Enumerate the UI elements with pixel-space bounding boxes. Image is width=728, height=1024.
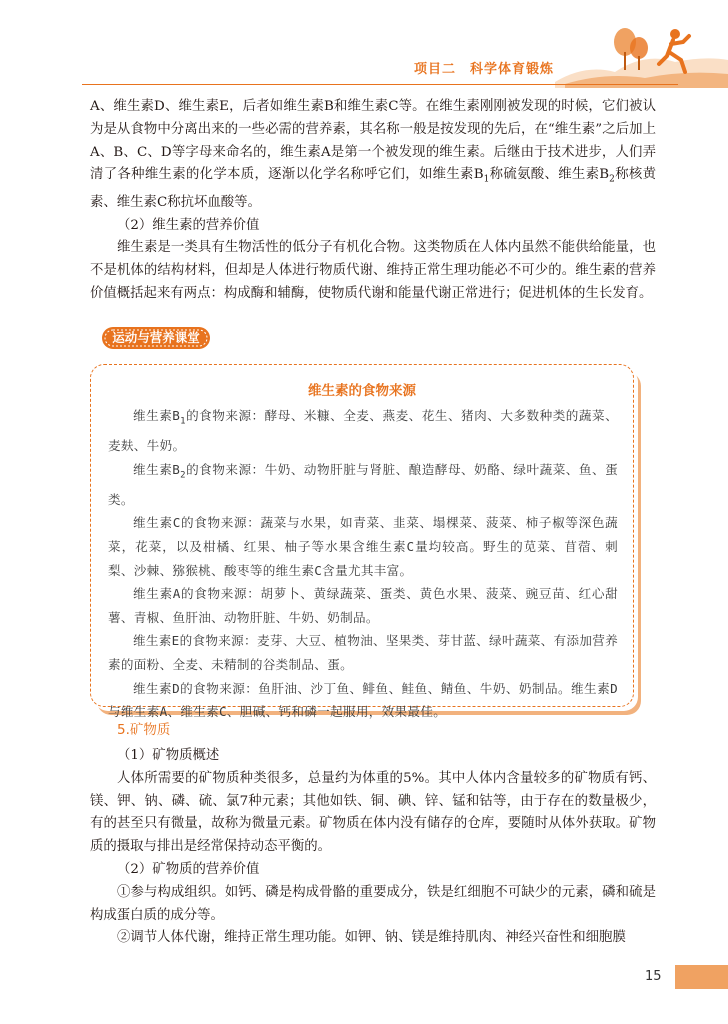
header-divider	[82, 84, 678, 85]
minerals-heading: 5.矿物质	[117, 722, 171, 738]
minerals-value-heading: （2）矿物质的营养价值	[117, 861, 260, 877]
vitamin-b2-sources: 维生素$B_2$的食物来源：牛奶、动物肝脏与肾脏、酿造酵母、奶酪、绿叶蔬菜、鱼、蛋类。	[108, 461, 618, 507]
vitamin-b1-sources: 维生素$B_1$的食物来源：酵母、米糠、全麦、燕麦、花生、猪肉、大多数种类的蔬菜、麦麸、牛奶。	[108, 408, 618, 454]
vitamin-c-sources: 维生素C的食物来源：蔬菜与水果，如青菜、韭菜、塌棵菜、菠菜、柿子椒等深色蔬菜，花菜，以及柑橘、红果、柚子等水果含维生素C量均较高。野生的苋菜、苜蓿、刺梨、沙棘、猕猴桃、酸枣等的维生素C含量尤其丰富。	[108, 515, 618, 578]
minerals-overview-paragraph: 人体所需要的矿物质种类很多，总量约为体重的5%。其中人体内含量较多的矿物质有钙、镁、钾、钠、磷、硫、氯7种元素；其他如铁、铜、碘、锌、锰和钴等，由于存在的数量极少，有的甚至只有微量，故称为微量元素。矿物质在体内没有储存的仓库，要随时从体外获取。矿物质的摄取与排出是经常保持动态平衡的。	[90, 770, 656, 855]
section-badge	[101, 326, 211, 350]
badge-label: 运动与营养课堂	[112, 330, 200, 345]
vitamin-value-heading: （2）维生素的营养价值	[117, 217, 260, 233]
page-number: 15	[645, 969, 662, 984]
vitamin-d-sources: 维生素D的食物来源：鱼肝油、沙丁鱼、鲱鱼、鲑鱼、鲭鱼、牛奶、奶制品。维生素D与维生素A、维生素C、胆碱、钙和磷一起服用，效果最佳。	[108, 680, 618, 720]
page-header	[0, 0, 728, 90]
minerals-value-point-2: ②调节人体代谢，维持正常生理功能。如钾、钠、镁是维持肌肉、神经兴奋性和细胞膜	[117, 930, 626, 946]
header-decoration-icon	[555, 12, 728, 88]
vitamin-value-paragraph: 维生素是一类具有生物活性的低分子有机化合物。这类物质在人体内虽然不能供给能量，也不是机体的结构材料，但却是人体进行物质代谢、维持正常生理功能必不可少的。维生素的营养价值概括起来有两点：构成酶和辅酶，使物质代谢和能量代谢正常进行；促进机体的生长发育。	[90, 240, 656, 302]
page-number-bar	[675, 965, 728, 989]
chapter-title: 项目二 科学体育锻炼	[414, 62, 555, 77]
top-text-block	[90, 96, 656, 306]
minerals-overview-heading: （1）矿物质概述	[117, 748, 220, 763]
vitamin-intro-paragraph: A、维生素D、维生素E，后者如维生素B和维生素C等。在维生素刚刚被发现的时候，它们被认为是从食物中分离出来的一些必需的营养素，其名称一般是按发现的先后，在“维生素”之后加上A、B、C、D等字母来命名的，维生素A是第一个被发现的维生素。后继由于技术进步，人们弄清了各种维生素的化学本质，逐渐以化学名称呼它们，如维生素$B_1$称硫氨酸、维生素$B_2$称核黄素、维生素C称抗坏血酸等。	[90, 99, 657, 210]
box-title: 维生素的食物来源	[308, 383, 416, 399]
vitamin-a-sources: 维生素A的食物来源：胡萝卜、黄绿蔬菜、蛋类、黄色水果、菠菜、豌豆苗、红心甜薯、青椒、鱼肝油、动物肝脏、牛奶、奶制品。	[108, 586, 618, 625]
vitamin-e-sources: 维生素E的食物来源：麦芽、大豆、植物油、坚果类、芽甘蓝、绿叶蔬菜、有添加营养素的面粉、全麦、未精制的谷类制品、蛋。	[108, 633, 618, 672]
minerals-text-block	[90, 745, 656, 950]
minerals-value-point-1: ①参与构成组织。如钙、磷是构成骨骼的重要成分，铁是红细胞不可缺少的元素，磷和硫是构成蛋白质的成分等。	[90, 884, 656, 923]
box-content	[108, 404, 618, 724]
